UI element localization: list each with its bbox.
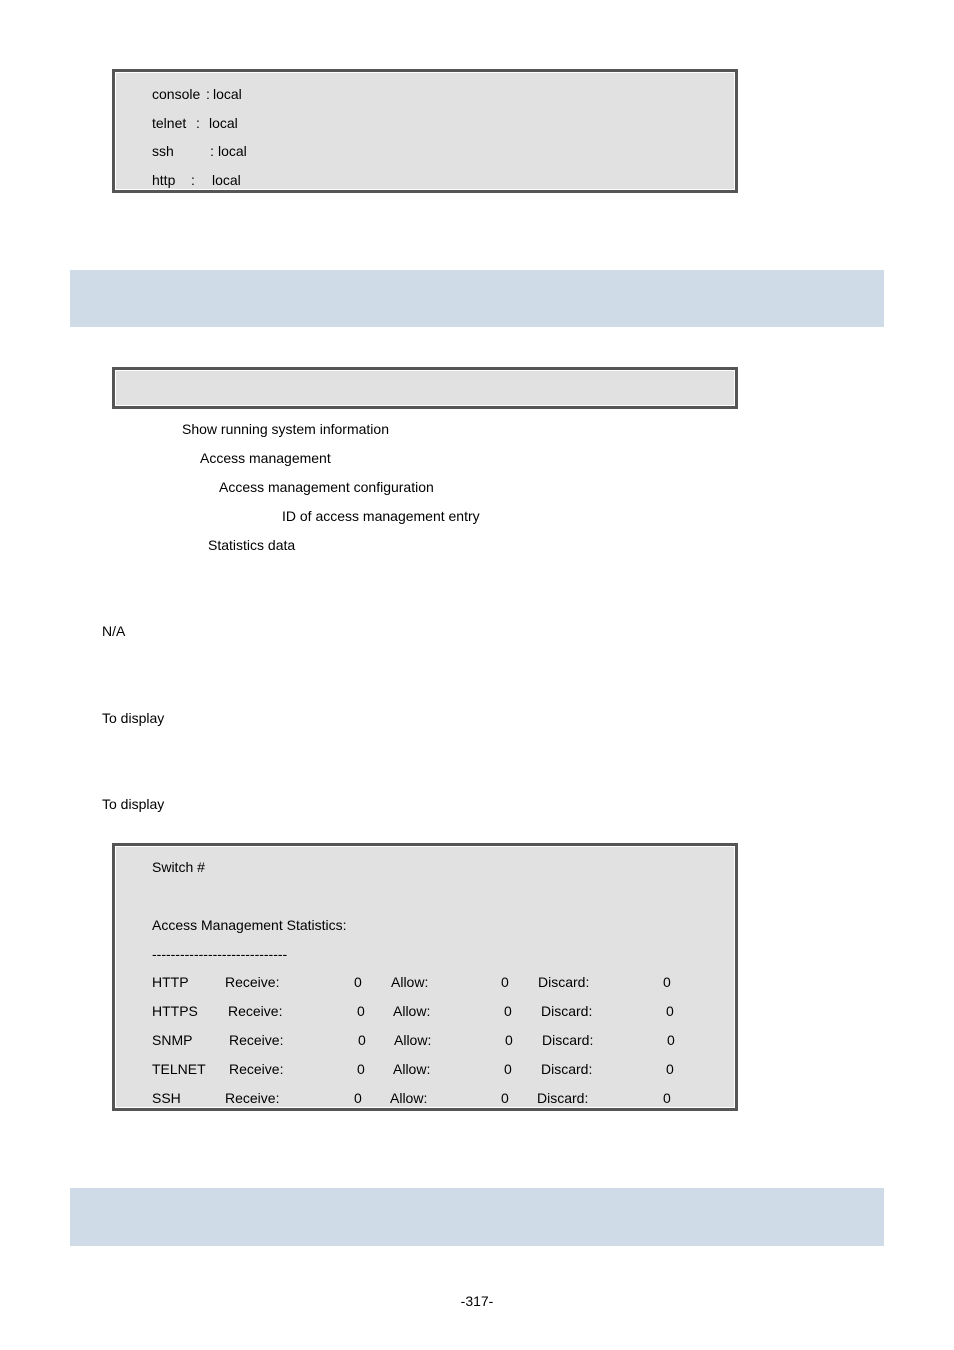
stats-row-discard-label: Discard: <box>541 1061 593 1077</box>
stats-row-receive-value: 0 <box>357 1061 365 1077</box>
stats-row-discard-label: Discard: <box>542 1032 594 1048</box>
stats-heading: Access Management Statistics: <box>152 917 347 933</box>
stats-divider: ----------------------------- <box>152 946 288 962</box>
auth-line-ssh-sep: : <box>210 143 214 159</box>
stats-row-receive-value: 0 <box>358 1032 366 1048</box>
param-desc-access-management: Access management <box>200 450 331 466</box>
stats-row-allow-value: 0 <box>504 1003 512 1019</box>
stats-row-discard-value: 0 <box>663 974 671 990</box>
auth-line-http-value: local <box>212 172 241 188</box>
param-desc-show: Show running system information <box>182 421 389 437</box>
stats-row-proto: TELNET <box>152 1061 206 1077</box>
usage-text-2: To display <box>102 796 165 812</box>
stats-row-receive-label: Receive: <box>228 1003 283 1019</box>
stats-row-discard-value: 0 <box>663 1090 671 1106</box>
auth-line-console-key: console <box>152 86 201 102</box>
stats-row-allow-value: 0 <box>501 1090 509 1106</box>
stats-row-allow-value: 0 <box>504 1061 512 1077</box>
stats-row-discard-label: Discard: <box>537 1090 589 1106</box>
stats-row-allow-label: Allow: <box>394 1032 432 1048</box>
auth-line-http-key: http <box>152 172 176 188</box>
default-value: N/A <box>102 623 126 639</box>
stats-row-allow-label: Allow: <box>393 1061 431 1077</box>
stats-row-allow-label: Allow: <box>393 1003 431 1019</box>
stats-row-discard-value: 0 <box>667 1032 675 1048</box>
param-desc-access-management-config: Access management configuration <box>219 479 434 495</box>
stats-row-receive-value: 0 <box>354 974 362 990</box>
auth-line-telnet-sep: : <box>196 115 200 131</box>
stats-output-box <box>112 843 738 1111</box>
stats-row-discard-label: Discard: <box>541 1003 593 1019</box>
stats-row-discard-label: Discard: <box>538 974 590 990</box>
stats-row-receive-value: 0 <box>354 1090 362 1106</box>
page-number: -317- <box>460 1293 494 1309</box>
stats-row-allow-value: 0 <box>501 974 509 990</box>
stats-row-allow-label: Allow: <box>390 1090 428 1106</box>
stats-row-proto: SNMP <box>152 1032 193 1048</box>
auth-line-console-value: local <box>213 86 242 102</box>
stats-row-allow-label: Allow: <box>391 974 429 990</box>
usage-text-1: To display <box>102 710 165 726</box>
stats-row-receive-label: Receive: <box>225 974 280 990</box>
auth-line-telnet-key: telnet <box>152 115 187 131</box>
stats-row-proto: HTTPS <box>152 1003 198 1019</box>
stats-row-receive-label: Receive: <box>229 1061 284 1077</box>
stats-row-proto: HTTP <box>152 974 189 990</box>
auth-line-telnet-value: local <box>209 115 238 131</box>
stats-row-allow-value: 0 <box>505 1032 513 1048</box>
stats-row-receive-label: Receive: <box>225 1090 280 1106</box>
auth-output-box <box>112 69 738 193</box>
section-header-band <box>70 270 884 327</box>
stats-row-receive-label: Receive: <box>229 1032 284 1048</box>
param-desc-entry-id: ID of access management entry <box>282 508 480 524</box>
stats-row-discard-value: 0 <box>666 1003 674 1019</box>
auth-line-ssh-value: local <box>218 143 247 159</box>
auth-line-console-sep: : <box>206 86 210 102</box>
stats-row-discard-value: 0 <box>666 1061 674 1077</box>
param-desc-statistics: Statistics data <box>208 537 296 553</box>
auth-line-ssh-key: ssh <box>152 143 174 159</box>
command-box <box>112 367 738 409</box>
section-header-band <box>70 1188 884 1246</box>
switch-prompt: Switch # <box>152 859 205 875</box>
auth-line-http-sep: : <box>191 172 195 188</box>
stats-row-proto: SSH <box>152 1090 181 1106</box>
stats-row-receive-value: 0 <box>357 1003 365 1019</box>
